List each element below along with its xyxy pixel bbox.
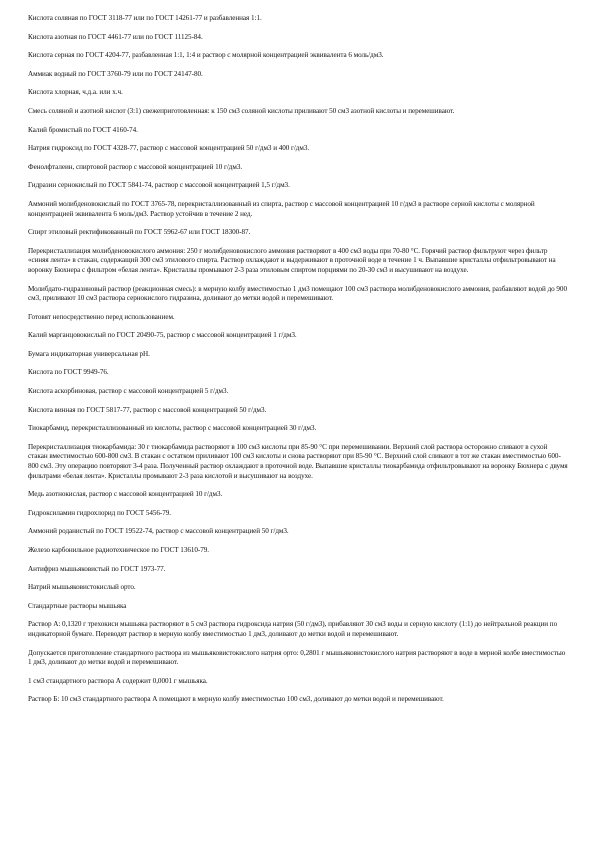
paragraph-reaction-mixture: Молибдато-гидразиновый раствор (реакционная смесь): в мерную колбу вместимостью 1 дм3 помещают 100 см3 раствора молибденовокислого аммония, разбавляют водой до 900 см3, приливают 10 см3 раствора сернокислого гидразина, доливают до метки водой и перемешивают. [28, 284, 567, 303]
paragraph-hydrochloric-acid: Кислота соляная по ГОСТ 3118-77 или по ГОСТ 14261-77 и разбавленная 1:1. [28, 14, 262, 22]
paragraph-acid-mixture: Смесь соляной и азотной кислот (3:1) свежеприготовленная: к 150 см3 соляной кислоты приливают 50 см3 азотной кислоты и перемешивают. [28, 106, 455, 115]
paragraph-carbonyl-iron: Железо карбонильное радиотехническое по ГОСТ 13610-79. [28, 546, 210, 554]
paragraph-phenolphthalein: Фенолфталеин, спиртовой раствор с массовой концентрацией 10 г/дм3. [28, 162, 243, 171]
paragraph-standard-solutions-heading: Стандартные растворы мышьяка [28, 601, 127, 610]
paragraph-molybdate-recrystallization: Перекристаллизация молибденовокислого аммония: 250 г молибденовокислого аммония растворяют в 400 см3 воды при 70-80 °С. Горячий раствор фильтруют через фильтр «синяя лента» в стакан, содержащий 300 см3 этилового спирта. Раствор охлаждают и выдерживают в проточной воде в течение 1 ч. Выпавшие кристаллы отфильтровывают на воронку Бюхнера с фильтром «белая лента». Кристаллы промывают 2-3 раза этиловым спиртом порциями по 20-30 см3 и высушивают на воздухе. [28, 246, 556, 274]
paragraph-ethanol: Спирт этиловый ректификованный по ГОСТ 5962-67 или ГОСТ 18300-87. [28, 228, 251, 237]
document-page [28, 14, 568, 714]
paragraph-sodium-hydroxide: Натрия гидроксид по ГОСТ 4328-77, раствор с массовой концентрацией 50 г/дм3 и 400 г/дм3. [28, 144, 310, 153]
paragraph-potassium-bromide: Калий бромистый по ГОСТ 4160-74. [28, 125, 138, 134]
paragraph-solution-b: Раствор Б: 10 см3 стандартного раствора А помещают в мерную колбу вместимостью 100 см3, доливают до метки водой и перемешивают. [28, 695, 444, 704]
paragraph-ammonium-molybdate: Аммоний молибденовокислый по ГОСТ 3765-78, перекристаллизованный из спирта, раствор с массовой концентрацией 10 г/дм3 в растворе серной кислоты с молярной концентрацией эквивалента 6 моль/дм3. Раствор устойчив в течение 2 нед. [28, 199, 535, 218]
paragraph-solution-a: Раствор А: 0,1320 г трехокиси мышьяка растворяют в 5 см3 раствора гидроксида натрия (50 г/дм3), прибавляют 30 см3 воды и серную кислоту (1:1) до нейтральной реакции по индикаторной бумаге. Переводят раствор в мерную колбу вместимостью 1 дм3, доливают до метки водой и перемешивают. [28, 620, 558, 638]
paragraph-ammonium-thiocyanate: Аммоний роданистый по ГОСТ 19522-74, раствор с массовой концентрацией 50 г/дм3. [28, 527, 289, 536]
paragraph-nitric-acid: Кислота азотная по ГОСТ 4461-77 или по ГОСТ 11125-84. [28, 32, 203, 41]
paragraph-ammonia: Аммиак водный по ГОСТ 3760-79 или по ГОСТ 24147-80. [28, 69, 203, 78]
paragraph-hydrazine-sulfate: Гидразин сернокислый по ГОСТ 5841-74, раствор с массовой концентрацией 1,5 г/дм3. [28, 181, 290, 190]
paragraph-solution-a-content: 1 см3 стандартного раствора А содержит 0,0001 г мышьяка. [28, 676, 208, 685]
paragraph-hydroxylamine: Гидроксиламин гидрохлорид по ГОСТ 5456-79. [28, 508, 172, 517]
paragraph-indicator-paper: Бумага индикаторная универсальная рН. [28, 349, 150, 358]
paragraph-ascorbic-acid: Кислота аскорбиновая, раствор с массовой концентрацией 5 г/дм3. [28, 387, 229, 396]
paragraph-thiourea-recrystallization: Перекристаллизация тиокарбамида: 30 г тиокарбамида растворяют в 100 см3 кислоты при 85-90 °С при перемешивании. Верхний слой раствора осторожно сливают в сухой стакан вместимостью 600-800 см3. В стакан с остатком приливают 100 см3 кислоты и снова растворяют при 85-90 °С. Верхний слой сливают в тот же стакан вместимостью 600-800 см3. Эту операцию повторяют 3-4 раза. Полученный раствор охлаждают в проточной воде. Выпавшие кристаллы тиокарбамида отфильтровывают на воронку Бюхнера с двумя фильтрами «белая лента». Кристаллы промывают 2-3 раза кислотой и высушивают на воздухе. [28, 442, 568, 480]
paragraph-perchloric-acid: Кислота хлорная, ч.д.а. или х.ч. [28, 88, 123, 97]
paragraph-tartaric-acid: Кислота винная по ГОСТ 5817-77, раствор с массовой концентрацией 50 г/дм3. [28, 405, 267, 414]
paragraph-thiourea: Тиокарбамид, перекристаллизованный из кислоты, раствор с массовой концентрацией 30 г/дм3. [28, 424, 317, 433]
paragraph-prepare-before-use: Готовят непосредственно перед использованием. [28, 312, 175, 321]
paragraph-arsenic-antifreeze: Антифриз мышьяковистый по ГОСТ 1973-77. [28, 564, 166, 573]
paragraph-sulfuric-acid: Кислота серная по ГОСТ 4204-77, разбавленная 1:1, 1:4 и раствор с молярной концентрацией эквивалента 6 моль/дм3. [28, 51, 384, 60]
paragraph-acid-gost: Кислота по ГОСТ 9949-76. [28, 368, 109, 377]
paragraph-alternative-preparation: Допускается приготовление стандартного раствора из мышьяковистокислого натрия орто: 0,2801 г мышьяковистокислого натрия растворяют в воде в мерной колбе вместимостью 1 дм3, доливают до метки водой и перемешивают. [28, 648, 566, 667]
paragraph-potassium-permanganate: Калий марганцовокислый по ГОСТ 20490-75, раствор с массовой концентрацией 1 г/дм3. [28, 331, 297, 340]
paragraph-sodium-arsenite: Натрий мышьяковистокислый орто. [28, 583, 136, 592]
paragraph-copper-nitrate: Медь азотнокислая, раствор с массовой концентрацией 10 г/дм3. [28, 490, 223, 499]
